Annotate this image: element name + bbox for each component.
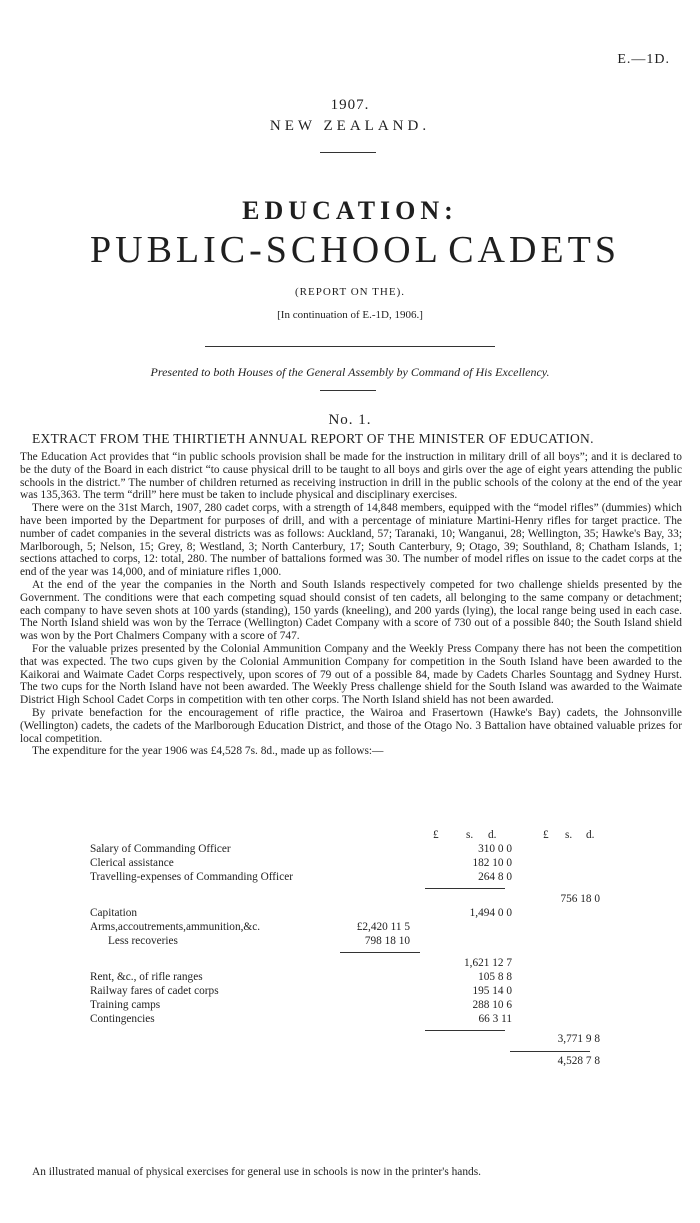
document-reference: E.—1D. [617,52,670,67]
title-public-school: PUBLIC-SCHOOL [90,229,442,271]
closing-paragraph: An illustrated manual of physical exercises for general use in schools is now in the printer's hands. [32,1166,482,1178]
total-rule [510,1051,590,1052]
paragraph: The expenditure for the year 1906 was £4,528 7s. 8d., made up as follows:— [32,745,384,758]
continuation-note: [In continuation of E.-1D, 1906.] [277,309,423,321]
section-number: No. 1. [328,412,372,428]
paragraph: By private benefaction for the encouragement of rifle practice, the Wairoa and Frasertown (Hawke's Bay) cadets, the Johnsonville (Wellington) cadets, the cadets of the Marlborough Education District, and those of the Otago No. 3 Battalion have obtained valuable prizes for local competition. [20,706,682,745]
document-title-line2 [90,228,620,272]
divider [320,152,376,153]
divider [320,390,376,391]
report-year: 1907. [330,97,370,113]
table-header: £ s. d. £ s. d. [433,829,595,841]
paragraph: The Education Act provides that “in public schools provision shall be made for the instruction in military drill of all boys”; and it is declared to be the duty of the Board in each district “to cause physical drill to be taught to all boys and girls over the age of eight years attending the public schools in the district.” The number of children returned as receiving instruction in drill in the public schools of the colony at the end of the year was 135,363. The term “drill” here must be taken to include physical and disciplinary exercises. [20,451,682,502]
country-name: NEW ZEALAND. [269,118,431,134]
document-title-line1: EDUCATION: [242,196,458,225]
divider [205,346,495,347]
title-cadets: CADETS [448,229,620,271]
paragraph: At the end of the year the companies in the North and South Islands respectively competed for two challenge shields presented by the Government. The conditions were that each competing squad should consist of ten cadets, all belonging to the same company or detachment; each company to have seven shots at 100 yards (standing), 150 yards (kneeling), and 200 yards (lying), the local range being used in each case. The North Island shield was won by the Terrace (Wellington) Cadet Company with a score of 730 out of a possible 840; the South Island shield was won by the Port Chalmers Company with a score of 747. [20,578,682,643]
subtotal-rule [425,1030,505,1031]
presentation-line: Presented to both Houses of the General Assembly by Command of His Excellency. [150,365,550,379]
section-heading: EXTRACT FROM THE THIRTIETH ANNUAL REPORT OF THE MINISTER OF EDUCATION. [32,431,594,446]
report-body [20,451,682,758]
document-subtitle: (REPORT ON THE). [295,286,405,298]
paragraph: For the valuable prizes presented by the Colonial Ammunition Company and the Weekly Press Company there has not been the competition that was expected. The two cups given by the Colonial Ammunition Company for competition in the South Island have been awarded to the Kaikorai and Waimate Cadet Corps respectively, upon scores of 79 out of a possible 84, made by Cadets Charles Sountagg and Sydney Hurst. The two cups for the North Island have not been awarded. The Weekly Press challenge shield for the South Island was awarded to the Waimate District High School Cadet Corps in competition with ten other corps. The North Island shield has not been awarded. [20,642,682,707]
paragraph: There were on the 31st March, 1907, 280 cadet corps, with a strength of 14,848 members, equipped with the “model rifles” (dummies) which have been imported by the Department for purposes of drill, and with a percentage of miniature Martini-Henry rifles for target practice. The number of cadet companies in the several districts was as follows: Auckland, 57; Taranaki, 10; Wanganui, 28; Wellington, 35; Hawke's Bay, 33; Marlborough, 5; Nelson, 15; Grey, 8; Westland, 3; North Canterbury, 17; South Canterbury, 9; Otago, 39; Southland, 8; Chatham Islands, 1; sections attached to corps, 12: total, 280. The number of battalions formed was 30. The number of model rifles on issue to the cadet corps at the end of the year was 14,000, and of miniature rifles 1,000. [20,502,682,579]
subtotal-rule [425,888,505,889]
subtotal-rule [340,952,420,953]
